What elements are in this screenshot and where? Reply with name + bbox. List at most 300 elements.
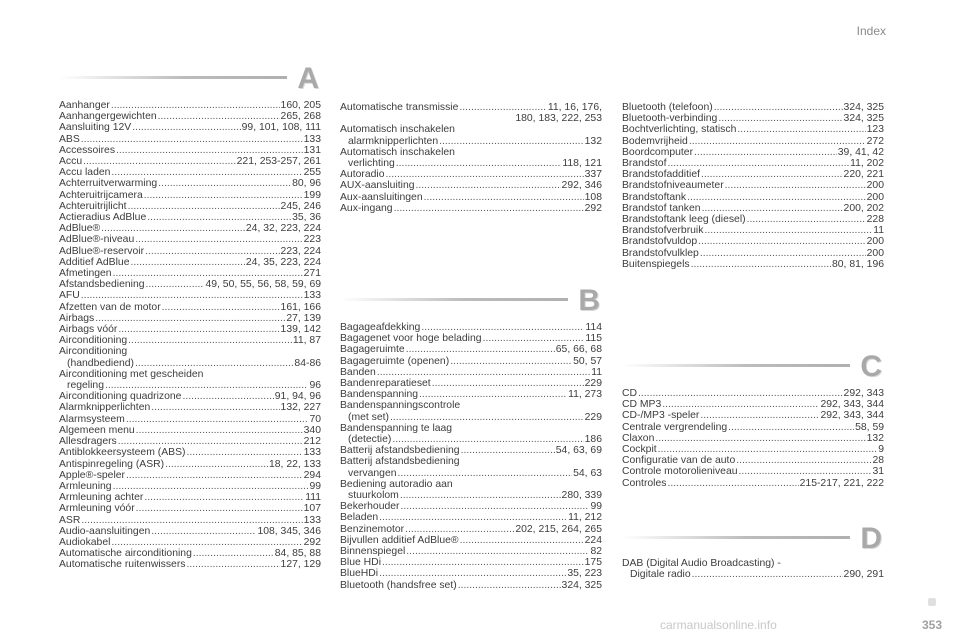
entry-term: Airconditioning quadrizone [59,391,182,403]
leader-dots [737,124,865,135]
index-entry [340,389,602,400]
entry-term-continuation: stuurkolom [348,490,399,502]
entry-pages: 9 [878,444,884,456]
entry-pages-continuation: 180, 183, 222, 253 [515,113,602,125]
entry-term: Bandenspanning te laag [340,422,453,434]
entry-pages: 99, 101, 108, 111 [241,122,321,134]
section-divider [622,364,850,367]
entry-pages: 132 [584,135,602,147]
index-column-3 [622,102,884,270]
entry-term: Accessoires [59,144,116,156]
leader-dots [136,425,303,436]
leader-dots [146,279,205,290]
entry-term: Bochtverlichting, statisch [622,124,737,136]
entry-term: Brandstofadditief [622,169,700,181]
entry-pages: 24, 32, 223, 224 [245,223,321,235]
entry-term: Audiokabel [59,536,111,548]
leader-dots [687,192,866,203]
index-entry [59,346,321,368]
entry-pages: 245, 246 [280,200,321,212]
entry-term: Audio-aansluitingen [59,525,151,537]
index-entry [622,192,884,203]
entry-pages: 292, 343, 344 [820,399,884,411]
entry-pages: 324, 325 [843,102,884,113]
entry-pages: 228 [866,214,884,226]
index-entry [59,481,321,492]
entry-pages: 133 [303,447,321,459]
entry-pages: 212 [303,436,321,448]
entry-pages: 107 [303,503,321,515]
index-entry [622,455,884,466]
leader-dots [135,234,302,245]
leader-dots [416,180,561,191]
leader-dots [698,236,866,247]
entry-pages: 11 [591,366,602,378]
leader-dots [377,367,590,378]
entry-pages: 224 [584,534,602,546]
index-column-3-c [622,350,884,489]
leader-dots [692,569,843,580]
entry-term: Alarmknipperlichten [59,402,151,414]
entry-term: BlueHDi [340,568,379,580]
entry-term: Aanhanger [59,100,110,111]
leader-dots [385,169,583,180]
leader-dots [406,344,555,355]
leader-dots [162,302,280,313]
entry-pages: 200, 202 [843,202,884,214]
leader-dots [736,455,871,466]
entry-term: Brandstoftank [622,191,687,203]
index-entry [59,503,321,514]
entry-pages: 115 [585,333,602,345]
section-c-header [622,350,884,388]
leader-dots [405,524,514,535]
leader-dots [158,178,291,189]
index-entry [340,378,602,389]
entry-pages: 202, 215, 264, 265 [515,523,602,535]
entry-term-continuation: (detectie) [348,434,392,446]
index-entry [59,391,321,402]
index-entry [59,470,321,481]
entry-term: AdBlue®-niveau [59,234,135,246]
leader-dots [421,322,584,333]
leader-dots [691,259,831,270]
entry-pages: 221, 253-257, 261 [236,156,321,168]
leader-dots [186,559,279,570]
entry-pages: 324, 325 [843,113,884,125]
entry-term: Aansluiting 12V [59,122,132,134]
leader-dots [396,158,562,169]
entry-pages: 28 [872,455,884,467]
leader-dots [400,490,561,501]
leader-dots [689,136,866,147]
entry-pages: 80, 96 [292,178,321,190]
leader-dots [667,158,849,169]
index-entry [622,399,884,410]
leader-dots [144,190,303,201]
leader-dots [655,433,865,444]
entry-pages: 84-86 [294,357,321,369]
entry-term: Beladen [340,512,379,524]
index-entry [340,333,602,344]
index-entries-c3 [622,388,884,489]
leader-dots [700,248,866,259]
index-entry [340,169,602,180]
leader-dots [483,333,585,344]
index-entry [340,180,602,191]
entry-pages: 292 [584,202,602,214]
entry-term: Buitenspiegels [622,258,690,270]
index-entry [622,214,884,225]
entry-term: Automatische ruitenwissers [59,559,186,571]
entry-term: Banden [340,366,376,378]
entry-term: Armleuning [59,480,112,492]
leader-dots [193,548,274,559]
entry-term: Afmetingen [59,268,112,280]
leader-dots [401,501,590,512]
entry-term: Binnenspiegel [340,546,406,558]
entry-term: Airconditioning [59,346,128,358]
leader-dots [406,546,589,557]
index-entry [59,111,321,122]
index-entry [340,456,602,478]
entry-term: Automatisch inschakelen [340,124,455,136]
index-entry [340,535,602,546]
index-entry [340,344,602,355]
index-entry [59,201,321,212]
entry-pages: 340 [303,424,321,436]
leader-dots [111,167,302,178]
index-entries-b3 [622,102,884,270]
leader-dots [151,402,279,413]
entry-term: AUX-aansluiting [340,180,415,192]
entry-pages: 39, 41, 42 [837,146,884,158]
entry-pages: 99 [309,480,321,492]
entry-term: Bluetooth (telefoon) [622,102,713,113]
entry-pages: 11, 87 [292,335,321,347]
entry-term-continuation: (met set) [348,411,389,423]
entry-pages: 265, 268 [280,111,321,123]
entry-pages: 35, 36 [292,212,321,224]
leader-dots [390,412,584,423]
entry-pages: 80, 81, 196 [832,258,884,270]
index-entry [340,147,602,169]
leader-dots [101,223,245,234]
entry-pages: 271 [303,268,321,280]
corner-mark [928,598,936,606]
entry-term: Automatisch inschakelen [340,146,455,158]
entry-term-continuation: verlichting [348,158,395,170]
index-entry [340,479,602,501]
entry-term: Additief AdBlue [59,256,130,268]
leader-dots [458,580,561,591]
entry-term: Armleuning vóór [59,503,135,515]
entry-pages: 133 [303,133,321,145]
section-letter-b: B [578,284,600,317]
leader-dots [147,212,291,223]
entry-pages: 108, 345, 346 [257,525,321,537]
index-entry [59,548,321,559]
index-entry [59,324,321,335]
leader-dots [118,436,303,447]
entry-pages: 272 [866,135,884,147]
index-entry [622,180,884,191]
entry-term: AdBlue®-reservoir [59,245,145,257]
leader-dots [111,100,280,111]
leader-dots [658,444,878,455]
section-letter-a: A [297,62,319,95]
index-entry [622,444,884,455]
entry-pages: 292 [303,536,321,548]
entry-pages: 11, 212 [568,512,602,524]
leader-dots [450,356,572,367]
entry-term: Brandstof [622,158,667,170]
entry-term: ASR [59,514,81,526]
index-entries-b2 [340,322,602,591]
entry-term: Bandenspanning [340,389,419,401]
leader-dots [379,512,567,523]
index-entry [59,145,321,156]
entry-term: Armleuning achter [59,492,144,504]
leader-dots [701,169,843,180]
entry-pages: 133 [303,514,321,526]
leader-dots [128,335,292,346]
leader-dots [105,380,308,391]
index-entries-a2 [340,102,602,214]
entry-term: Airconditioning met gescheiden [59,368,204,380]
index-column-1 [59,62,321,571]
entry-term: Brandstoftank leeg (diesel) [622,214,746,226]
entry-pages: 118, 121 [562,158,602,170]
leader-dots [398,468,573,479]
leader-dots [728,422,854,433]
entry-pages: 290, 291 [843,569,884,581]
entry-term: Afzetten van de motor [59,301,161,313]
entry-term: Algemeen menu [59,424,135,436]
index-entry [622,225,884,236]
leader-dots [459,102,546,113]
entry-term: Aux-aansluitingen [340,191,423,203]
entry-term: Benzinemotor [340,523,405,535]
entry-term: Batterij afstandsbediening [340,445,460,457]
entry-term: CD-/MP3 -speler [622,410,700,422]
leader-dots [700,410,819,421]
index-entry [622,147,884,158]
entry-pages: 111 [305,492,321,504]
section-divider [340,298,568,301]
index-entry [340,524,602,535]
entry-term: Bandenspanningscontrole [340,400,461,412]
entry-term: Bagageafdekking [340,322,421,333]
entry-pages: 255 [303,167,321,179]
section-divider [59,76,287,79]
entry-pages: 54, 63, 69 [555,445,602,457]
leader-dots [725,180,866,191]
entry-term: CD MP3 [622,399,662,411]
leader-dots [130,257,244,268]
leader-dots [151,526,256,537]
entry-term-continuation: vervangen [348,467,397,479]
leader-dots [81,515,302,526]
leader-dots [95,313,285,324]
entry-term: Accu laden [59,167,111,179]
index-entry [59,212,321,223]
leader-dots [136,503,303,514]
entry-pages: 58, 59 [855,421,884,433]
entry-term: Automatische airconditioning [59,548,192,560]
entry-term: Brandstofniveaumeter [622,180,724,192]
index-entry [59,313,321,324]
index-entry [59,100,321,111]
entry-term-continuation: Digitale radio [630,569,691,581]
index-entry [59,459,321,470]
index-entry [340,124,602,146]
entry-term: Brandstof tanken [622,202,701,214]
entry-term: AdBlue® [59,223,101,235]
entry-pages: 186 [584,434,602,446]
entry-pages: 65, 66, 68 [555,344,602,356]
entry-term: Bandenreparatieset [340,378,431,390]
entry-pages: 337 [584,169,602,181]
entry-pages: 200 [866,236,884,248]
leader-dots [419,389,567,400]
leader-dots [182,391,273,402]
index-entry [622,136,884,147]
entry-pages: 35, 223 [567,568,602,580]
entry-term: Brandstofverbruik [622,225,704,237]
leader-dots [714,102,843,113]
leader-dots [113,481,309,492]
index-entry [340,102,602,124]
index-entry [59,246,321,257]
index-entry [340,192,602,203]
entry-term: Airbags vóór [59,324,118,336]
index-entry [622,203,884,214]
leader-dots [439,136,584,147]
entry-pages: 108 [584,191,602,203]
index-entry [340,557,602,568]
index-entries-d3 [622,558,884,580]
index-entry [59,257,321,268]
entry-term: CD [622,388,638,399]
index-entry [59,134,321,145]
entry-pages: 200 [866,180,884,192]
entry-pages: 91, 94, 96 [274,391,321,403]
entry-term: Airbags [59,312,95,324]
index-entry [622,410,884,421]
index-entry [59,335,321,346]
entry-term: Controle motorolieniveau [622,466,738,478]
index-entry [59,223,321,234]
index-column-3-d [622,522,884,581]
entry-term: Aanhangergewichten [59,111,157,123]
entry-term: Autoradio [340,169,385,181]
leader-dots [83,156,236,167]
entry-pages: 11 [873,225,884,237]
entry-term: ABS [59,133,80,145]
entry-pages: 292, 343, 344 [820,410,884,422]
entry-term: Bediening autoradio aan [340,478,453,490]
leader-dots [394,203,584,214]
index-entry [340,356,602,367]
index-entry [340,568,602,579]
index-entry [340,400,602,422]
entry-term-continuation: regeling [67,380,104,392]
index-entries-a1 [59,100,321,571]
section-divider [622,536,850,539]
entry-pages: 82 [590,546,602,558]
entry-term: Achterruitverwarming [59,178,158,190]
index-entry [340,445,602,456]
entry-term: Brandstofvulklep [622,247,699,259]
entry-pages: 114 [585,322,602,333]
entry-term-continuation: (handbediend) [67,357,135,369]
leader-dots [702,203,843,214]
leader-dots [158,111,280,122]
index-entry [59,178,321,189]
entry-term: Actieradius AdBlue [59,212,147,224]
index-entry [340,512,602,523]
leader-dots [460,535,584,546]
entry-pages: 223, 224 [280,245,321,257]
index-entry [59,526,321,537]
entry-pages: 49, 50, 55, 56, 58, 59, 69 [205,279,321,291]
leader-dots [747,214,866,225]
leader-dots [132,122,240,133]
entry-term: Claxon [622,432,655,444]
index-entry [340,580,602,591]
entry-term: Achteruitrijcamera [59,189,143,201]
index-entry [622,433,884,444]
entry-pages: 294 [303,469,321,481]
entry-term: Bijvullen additief AdBlue® [340,534,459,546]
entry-term-continuation: alarmknipperlichten [348,135,439,147]
leader-dots [135,358,293,369]
entry-pages: 161, 166 [280,301,321,313]
entry-pages: 70 [309,413,321,425]
entry-term: Blue HDi [340,557,381,569]
entry-term: Bluetooth (handsfree set) [340,579,457,591]
leader-dots [432,378,584,389]
entry-term: Airconditioning [59,335,128,347]
entry-pages: 292, 343 [843,388,884,399]
index-entry [340,423,602,445]
entry-pages: 27, 139 [286,312,321,324]
index-entry [622,558,884,580]
entry-pages: 99 [590,501,602,513]
index-entry [59,436,321,447]
leader-dots [379,568,566,579]
index-entry [59,167,321,178]
index-entry [622,422,884,433]
leader-dots [126,414,309,425]
index-entry [622,236,884,247]
leader-dots [128,201,280,212]
index-entry [59,425,321,436]
page-header-title: Index [856,24,886,38]
leader-dots [113,268,303,279]
entry-term: Controles [622,477,667,489]
entry-pages: 131 [303,144,321,156]
entry-term: Boordcomputer [622,146,694,158]
index-entry [622,158,884,169]
index-entry [622,102,884,113]
entry-term: Centrale vergrendeling [622,421,728,433]
leader-dots [118,324,279,335]
entry-term: Antispinregeling (ASR) [59,458,165,470]
entry-term: Bagagenet voor hoge belading [340,333,482,345]
index-entry [59,537,321,548]
